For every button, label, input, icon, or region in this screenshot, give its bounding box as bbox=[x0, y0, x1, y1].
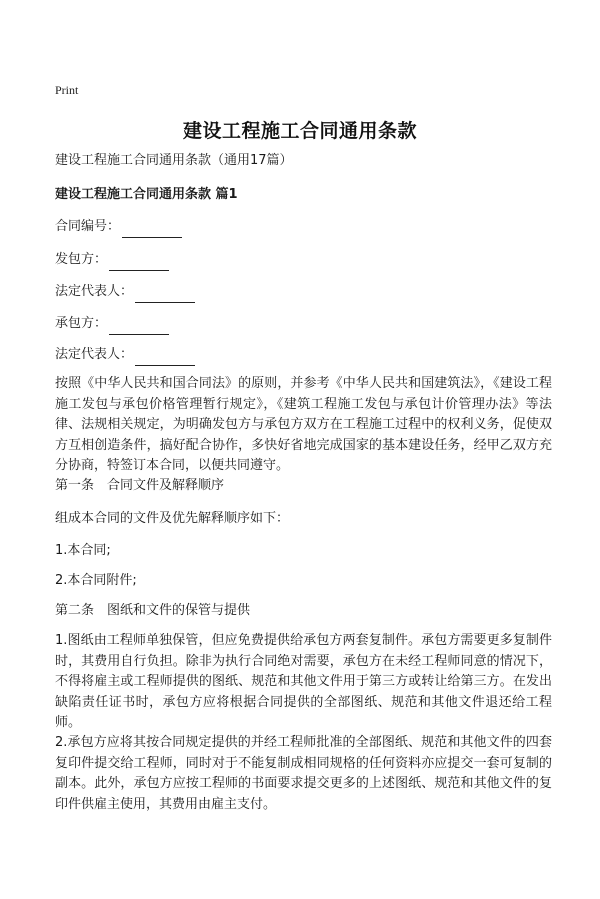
article-2-paragraph-1: 1.图纸由工程师单独保管，但应免费提供给承包方两套复制件。承包方需要更多复制件时，其费用自行负担。除非为执行合同绝对需要，承包方在未经工程师同意的情况下，不得将雇主或工程师提供的图纸、规范和其他文件用于第三方或转让给第三方。在发出缺陷责任证书时，承包方应将根据合同提供的全部图纸、规范和其他文件退还给工程师。 bbox=[55, 633, 552, 730]
field-label: 法定代表人： bbox=[55, 284, 134, 299]
document-subtitle: 建设工程施工合同通用条款（通用17篇） bbox=[55, 153, 293, 168]
field-label: 合同编号： bbox=[55, 219, 121, 234]
field-label: 发包方： bbox=[55, 252, 108, 267]
article-1-item-1: 1.本合同; bbox=[55, 543, 111, 558]
field-label: 承包方： bbox=[55, 316, 108, 331]
field-blank-line bbox=[109, 320, 169, 335]
field-blank-line bbox=[122, 223, 182, 238]
field-blank-line bbox=[109, 256, 169, 271]
section-heading: 建设工程施工合同通用条款 篇1 bbox=[55, 187, 238, 202]
contractor-field bbox=[55, 313, 169, 335]
employer-field bbox=[55, 249, 169, 271]
print-label: Print bbox=[55, 83, 79, 97]
article-1-heading: 第一条 合同文件及解释顺序 bbox=[55, 478, 225, 493]
contract-number-field bbox=[55, 216, 182, 238]
field-blank-line bbox=[135, 351, 195, 366]
contractor-legal-rep-field bbox=[55, 344, 195, 366]
article-2-heading: 第二条 图纸和文件的保管与提供 bbox=[55, 603, 251, 618]
field-blank-line bbox=[135, 288, 195, 303]
field-label: 法定代表人： bbox=[55, 347, 134, 362]
employer-legal-rep-field bbox=[55, 281, 195, 303]
article-1-item-2: 2.本合同附件; bbox=[55, 573, 137, 588]
article-1-intro: 组成本合同的文件及优先解释顺序如下： bbox=[55, 511, 290, 526]
document-title: 建设工程施工合同通用条款 bbox=[182, 120, 417, 142]
intro-paragraph: 按照《中华人民共和国合同法》的原则，并参考《中华人民共和国建筑法》，《建设工程施工发包与承包价格管理暂行规定》，《建筑工程施工发包与承包计价管理办法》等法律、法规相关规定，为明确发包方与承包方双方在工程施工过程中的权利义务，促使双方互相创造条件，搞好配合协作，多快好省地完成国家的基本建设任务，经甲乙双方充分协商，特签订本合同，以便共同遵守。 bbox=[55, 376, 552, 473]
article-2-paragraph-2: 2.承包方应将其按合同规定提供的并经工程师批准的全部图纸、规范和其他文件的四套复印件提交给工程师，同时对于不能复制成相同规格的任何资料亦应提交一套可复制的副本。此外，承包方应按工程师的书面要求提交更多的上述图纸、规范和其他文件的复印件供雇主使用，其费用由雇主支付。 bbox=[55, 735, 552, 812]
